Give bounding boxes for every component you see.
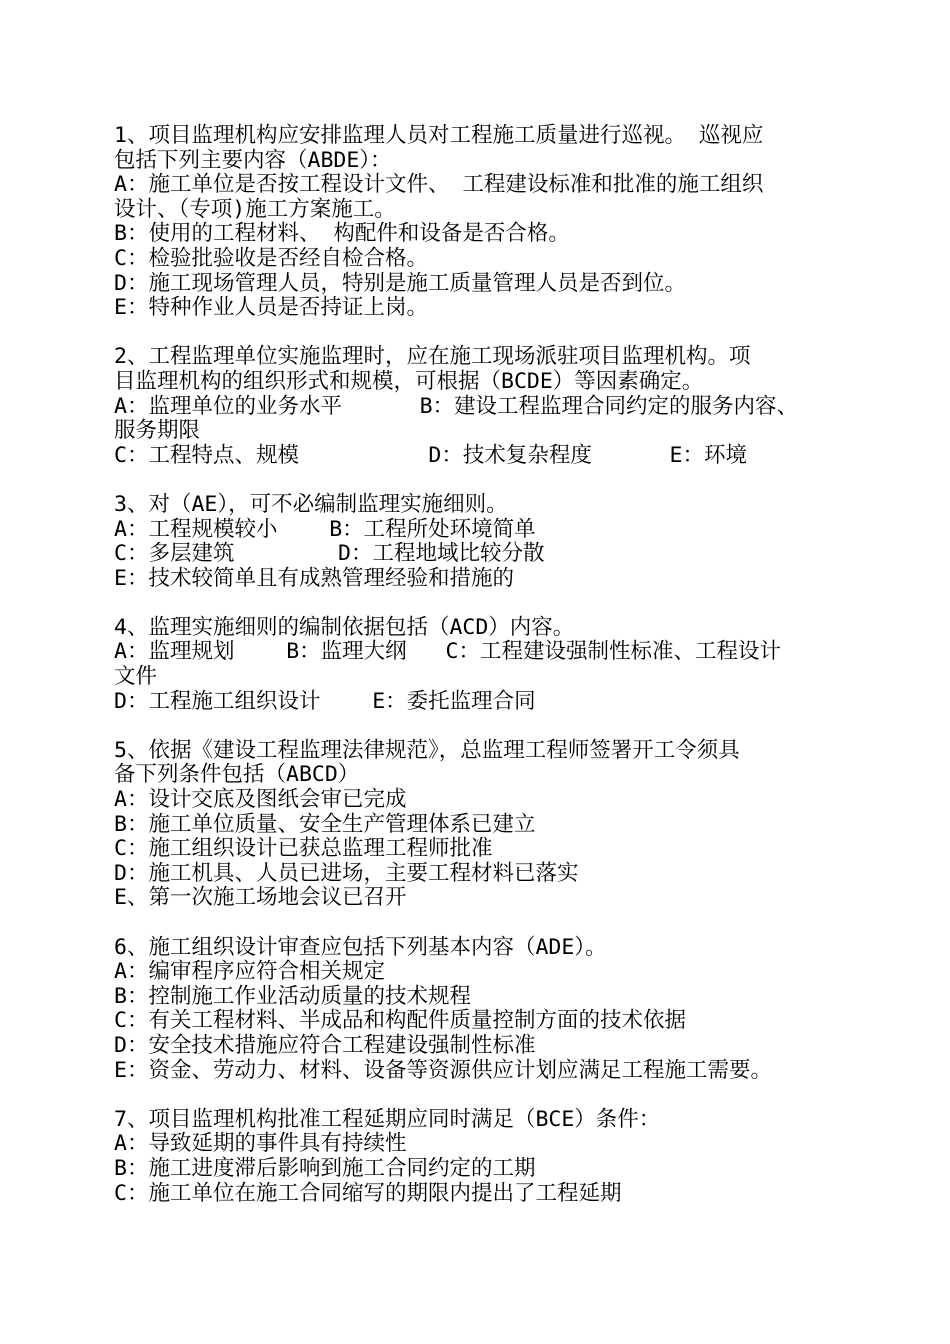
question-7-line-1: 7、项目监理机构批准工程延期应同时满足（BCE）条件：: [114, 1106, 661, 1132]
question-2-line-2: 目监理机构的组织形式和规模，可根据（BCDE）等因素确定。: [114, 368, 704, 394]
question-3-line-4: E：技术较简单且有成熟管理经验和措施的: [114, 565, 514, 591]
question-5: [114, 739, 854, 911]
question-2: [114, 345, 854, 468]
question-1-line-1: 1、项目监理机构应安排监理人员对工程施工质量进行巡视。 巡视应: [114, 123, 764, 148]
question-1: [114, 124, 854, 321]
question-1-line-8: E：特种作业人员是否持证上岗。: [114, 295, 428, 321]
question-2-line-5: C：工程特点、规模 D：技术复杂程度 E：环境: [114, 442, 747, 468]
question-6-line-1: 6、施工组织设计审查应包括下列基本内容（ADE）。: [114, 934, 607, 960]
question-7-line-2: A：导致延期的事件具有持续性: [114, 1131, 407, 1157]
question-6-line-6: E：资金、劳动力、材料、设备等资源供应计划应满足工程施工需要。: [114, 1057, 772, 1083]
question-2-line-1: 2、工程监理单位实施监理时，应在施工现场派驻项目监理机构。项: [114, 344, 751, 370]
question-5-line-2: 备下列条件包括（ABCD）: [114, 762, 360, 788]
question-1-line-7: D：施工现场管理人员，特别是施工质量管理人员是否到位。: [114, 270, 686, 296]
question-3: [114, 493, 854, 591]
question-7-line-4: C：施工单位在施工合同缩写的期限内提出了工程延期: [114, 1180, 622, 1206]
question-6-line-4: C：有关工程材料、半成品和构配件质量控制方面的技术依据: [114, 1008, 686, 1034]
question-1-line-4: 设计、（专项)施工方案施工。: [114, 196, 396, 222]
question-4-line-1: 4、监理实施细则的编制依据包括（ACD）内容。: [114, 614, 575, 640]
question-1-line-2: 包括下列主要内容（ABDE）：: [114, 147, 392, 173]
question-6-line-3: B：控制施工作业活动质量的技术规程: [114, 983, 471, 1009]
question-2-line-3: A：监理单位的业务水平 B：建设工程监理合同约定的服务内容、: [114, 393, 799, 419]
question-1-line-6: C：检验批验收是否经自检合格。: [114, 245, 428, 271]
question-3-line-3: C：多层建筑 D：工程地域比较分散: [114, 541, 545, 567]
question-5-line-1: 5、依据《建设工程监理法律规范》，总监理工程师签署开工令须具: [114, 737, 740, 763]
question-1-line-3: A：施工单位是否按工程设计文件、 工程建设标准和批准的施工组织: [114, 172, 764, 198]
question-4-line-3: 文件: [114, 664, 158, 690]
question-5-line-4: B：施工单位质量、安全生产管理体系已建立: [114, 811, 536, 837]
question-5-line-7: E、第一次施工场地会议已召开: [114, 885, 407, 911]
question-6-line-5: D：安全技术措施应符合工程建设强制性标准: [114, 1032, 536, 1058]
question-2-line-4: 服务期限: [114, 418, 201, 444]
question-7-line-3: B：施工进度滞后影响到施工合同约定的工期: [114, 1155, 536, 1181]
question-4-line-2: A：监理规划 B：监理大纲 C：工程建设强制性标准、工程设计: [114, 639, 781, 665]
question-1-line-5: B：使用的工程材料、 构配件和设备是否合格。: [114, 221, 570, 247]
question-7: [114, 1108, 854, 1206]
question-6-line-2: A：编审程序应符合相关规定: [114, 959, 385, 985]
question-4-line-4: D：工程施工组织设计 E：委托监理合同: [114, 688, 536, 714]
question-5-line-3: A：设计交底及图纸会审已完成: [114, 787, 407, 813]
question-3-line-2: A：工程规模较小 B：工程所处环境简单: [114, 516, 536, 542]
question-6: [114, 936, 854, 1084]
question-5-line-5: C：施工组织设计已获总监理工程师批准: [114, 836, 493, 862]
question-4: [114, 616, 854, 714]
question-5-line-6: D：施工机具、人员已进场，主要工程材料已落实: [114, 860, 579, 886]
question-3-line-1: 3、对（AE），可不必编制监理实施细则。: [114, 491, 508, 517]
document-page: [114, 124, 854, 1231]
